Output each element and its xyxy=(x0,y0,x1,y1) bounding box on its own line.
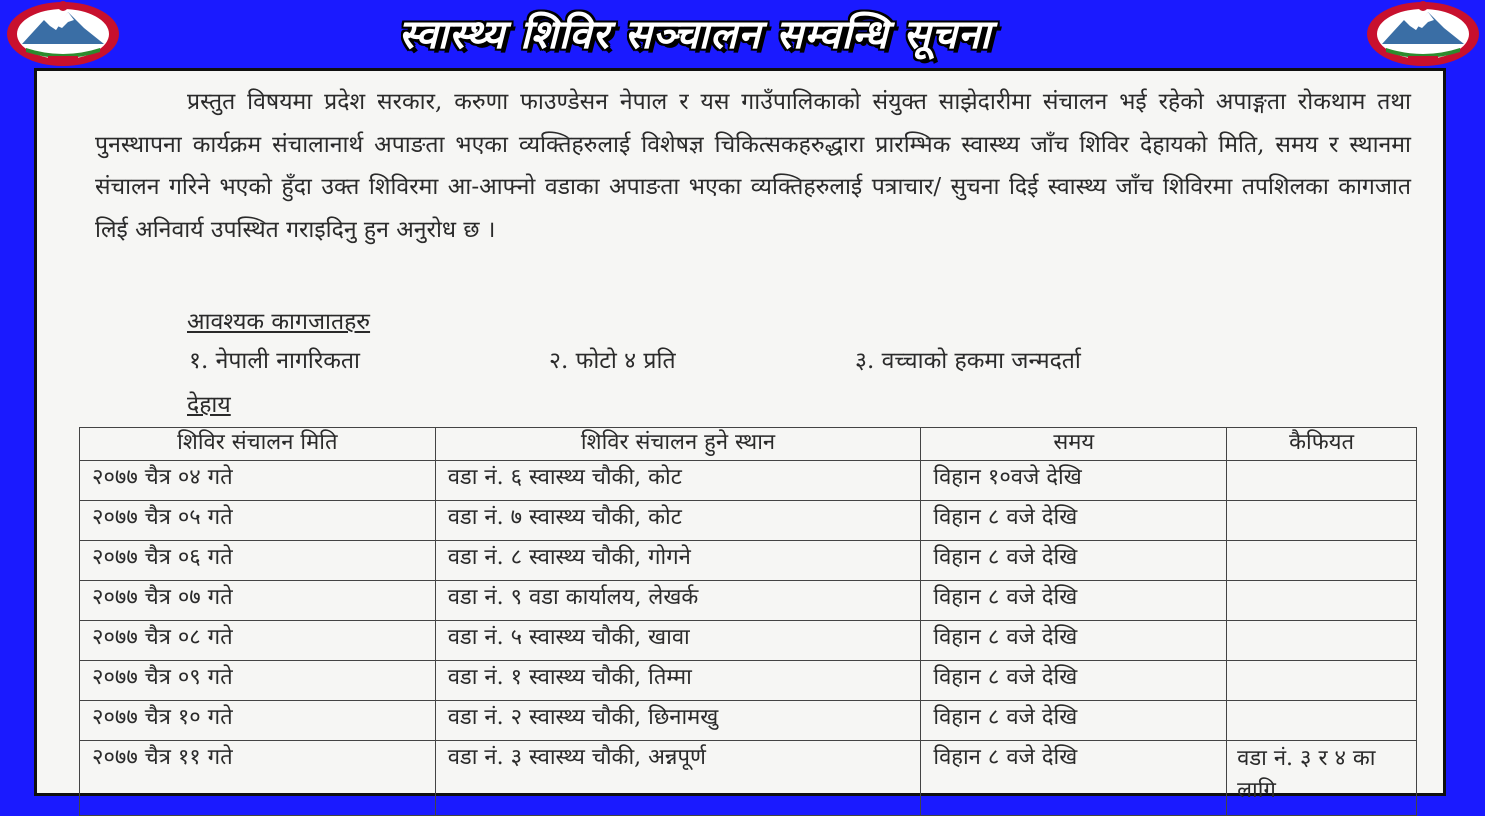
header-time: समय xyxy=(921,428,1227,461)
nepal-emblem-icon xyxy=(4,0,122,68)
cell-time: विहान ८ वजे देखि xyxy=(921,701,1227,741)
cell-date: २०७७ चैत्र ०४ गते xyxy=(80,461,436,501)
cell-location: वडा नं. ३ स्वास्थ्य चौकी, अन्नपूर्ण xyxy=(435,741,921,816)
notice-title: स्वास्थ्य शिविर सञ्चालन सम्वन्धि सूचना xyxy=(398,12,992,58)
cell-remarks xyxy=(1227,661,1417,701)
table-row xyxy=(80,501,1417,541)
cell-time: विहान ८ वजे देखि xyxy=(921,541,1227,581)
cell-date: २०७७ चैत्र ०५ गते xyxy=(80,501,436,541)
cell-location: वडा नं. ८ स्वास्थ्य चौकी, गोगने xyxy=(435,541,921,581)
cell-time: विहान ८ वजे देखि xyxy=(921,621,1227,661)
cell-date: २०७७ चैत्र १० गते xyxy=(80,701,436,741)
table-row xyxy=(80,741,1417,816)
table-row xyxy=(80,621,1417,661)
cell-remarks xyxy=(1227,461,1417,501)
table-header-row xyxy=(80,428,1417,461)
cell-date: २०७७ चैत्र ०८ गते xyxy=(80,621,436,661)
nepal-emblem-icon xyxy=(1364,0,1482,68)
cell-time: विहान ८ वजे देखि xyxy=(921,581,1227,621)
documents-heading: आवश्यक कागजातहरु xyxy=(187,309,371,335)
document-item-citizenship: १. नेपाली नागरिकता xyxy=(189,348,360,374)
cell-time: विहान ८ वजे देखि xyxy=(921,741,1227,816)
cell-remarks xyxy=(1227,541,1417,581)
cell-date: २०७७ चैत्र ०७ गते xyxy=(80,581,436,621)
cell-remarks xyxy=(1227,581,1417,621)
schedule-heading: देहाय xyxy=(187,392,231,418)
cell-remarks xyxy=(1227,621,1417,661)
cell-location: वडा नं. ५ स्वास्थ्य चौकी, खावा xyxy=(435,621,921,661)
header-date: शिविर संचालन मिति xyxy=(80,428,436,461)
cell-location: वडा नं. ९ वडा कार्यालय, लेखर्क xyxy=(435,581,921,621)
cell-time: विहान १०वजे देखि xyxy=(921,461,1227,501)
document-item-photo: २. फोटो ४ प्रति xyxy=(549,348,676,374)
table-row xyxy=(80,701,1417,741)
table-row xyxy=(80,461,1417,501)
notice-document xyxy=(34,68,1446,803)
cell-date: २०७७ चैत्र ११ गते xyxy=(80,741,436,816)
cell-location: वडा नं. २ स्वास्थ्य चौकी, छिनामखु xyxy=(435,701,921,741)
cell-location: वडा नं. १ स्वास्थ्य चौकी, तिम्मा xyxy=(435,661,921,701)
cell-date: २०७७ चैत्र ०६ गते xyxy=(80,541,436,581)
table-row xyxy=(80,541,1417,581)
cell-time: विहान ८ वजे देखि xyxy=(921,501,1227,541)
cell-time: विहान ८ वजे देखि xyxy=(921,661,1227,701)
cell-remarks xyxy=(1227,501,1417,541)
header-remarks: कैफियत xyxy=(1227,428,1417,461)
table-row xyxy=(80,581,1417,621)
cell-remarks xyxy=(1227,701,1417,741)
intro-paragraph: प्रस्तुत विषयमा प्रदेश सरकार, करुणा फाउण्डेसन नेपाल र यस गाउँपालिकाको संयुक्त साझेदारीमा संचालन भई रहेको अपाङ्गता रोकथाम तथा पुनस्थापना कार्यक्रम संचालानार्थ अपाङता भएका व्यक्तिहरुलाई विशेषज्ञ चिकित्सकहरुद्धारा प्रारम्भिक स्वास्थ्य जाँच शिविर देहायको मिति, समय र स्थानमा संचालन गरिने भएको हुँदा उक्त शिविरमा आ-आफ्नो वडाका अपाङता भएका व्यक्तिहरुलाई पत्राचार/ सुचना दिई स्वास्थ्य जाँच शिविरमा तपशिलका कागजात लिई अनिवार्य उपस्थित गराइदिनु हुन अनुरोध छ । xyxy=(95,89,1411,243)
header-location: शिविर संचालन हुने स्थान xyxy=(435,428,921,461)
table-row xyxy=(80,661,1417,701)
cell-location: वडा नं. ७ स्वास्थ्य चौकी, कोट xyxy=(435,501,921,541)
schedule-table xyxy=(79,427,1417,816)
document-item-birth-certificate: ३. वच्चाको हकमा जन्मदर्ता xyxy=(855,348,1081,374)
cell-remarks: वडा नं. ३ र ४ का लागि xyxy=(1227,741,1417,816)
cell-location: वडा नं. ६ स्वास्थ्य चौकी, कोट xyxy=(435,461,921,501)
cell-date: २०७७ चैत्र ०९ गते xyxy=(80,661,436,701)
